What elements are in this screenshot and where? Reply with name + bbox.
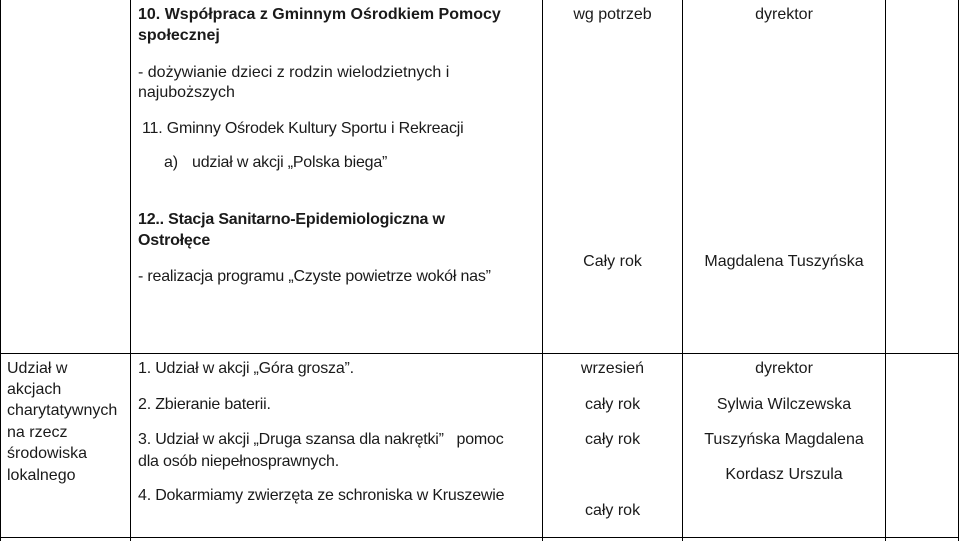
table-border-bottom <box>0 537 959 538</box>
item10-desc-line2: najuboższych <box>138 84 235 101</box>
category-line-4: na rzecz <box>7 424 68 441</box>
item12-term: Cały rok <box>583 253 642 270</box>
item10-title-line2: społecznej <box>138 27 220 44</box>
table-border-col1 <box>130 0 131 541</box>
task-4-term: cały rok <box>584 502 641 519</box>
table-border-left <box>0 0 1 541</box>
task-1-text: 1. Udział w akcji „Góra grosza”. <box>138 360 354 377</box>
category-line-5: środowiska <box>7 445 88 462</box>
task-1-term: wrzesień <box>580 360 645 377</box>
task-1-responsible: dyrektor <box>755 360 813 377</box>
item10-title-line1: 10. Współpraca z Gminnym Ośrodkiem Pomocy <box>138 6 501 23</box>
task-3-term: cały rok <box>584 431 641 448</box>
category-line-2: akcjach <box>7 381 62 398</box>
category-line-1: Udział w <box>7 360 68 377</box>
item11-sub-text: udział w akcji „Polska biega” <box>192 154 388 171</box>
table-row-divider <box>0 353 959 354</box>
task-2-responsible: Sylwia Wilczewska <box>716 396 852 413</box>
item11-title: 11. Gminny Ośrodek Kultury Sportu i Rekreacji <box>142 120 464 137</box>
table-border-col4 <box>885 0 886 541</box>
task-3-text-line2: dla osób niepełnosprawnych. <box>138 453 339 470</box>
task-2-term: cały rok <box>584 396 641 413</box>
item10-term: wg potrzeb <box>573 6 652 23</box>
category-line-3: charytatywnych <box>7 402 118 419</box>
item10-responsible: dyrektor <box>755 6 813 23</box>
task-3-text-line1: 3. Udział w akcji „Druga szansa dla nakrętki” pomoc <box>138 431 504 448</box>
item12-title-line1: 12.. Stacja Sanitarno-Epidemiologiczna w <box>138 211 445 228</box>
task-4-responsible: Kordasz Urszula <box>725 466 843 483</box>
item11-sub-marker: a) <box>164 154 178 171</box>
task-2-text: 2. Zbieranie baterii. <box>138 396 271 413</box>
item10-desc-line1: - dożywianie dzieci z rodzin wielodzietnych i <box>138 64 450 81</box>
task-4-text: 4. Dokarmiamy zwierzęta ze schroniska w Kruszewie <box>138 487 505 504</box>
item12-title-line2: Ostrołęce <box>138 232 211 249</box>
item12-desc: - realizacja programu „Czyste powietrze wokół nas” <box>138 268 491 285</box>
category-line-6: lokalnego <box>7 467 76 484</box>
task-3-responsible: Tuszyńska Magdalena <box>704 431 864 448</box>
table-border-right <box>958 0 959 541</box>
item12-responsible: Magdalena Tuszyńska <box>704 253 864 270</box>
